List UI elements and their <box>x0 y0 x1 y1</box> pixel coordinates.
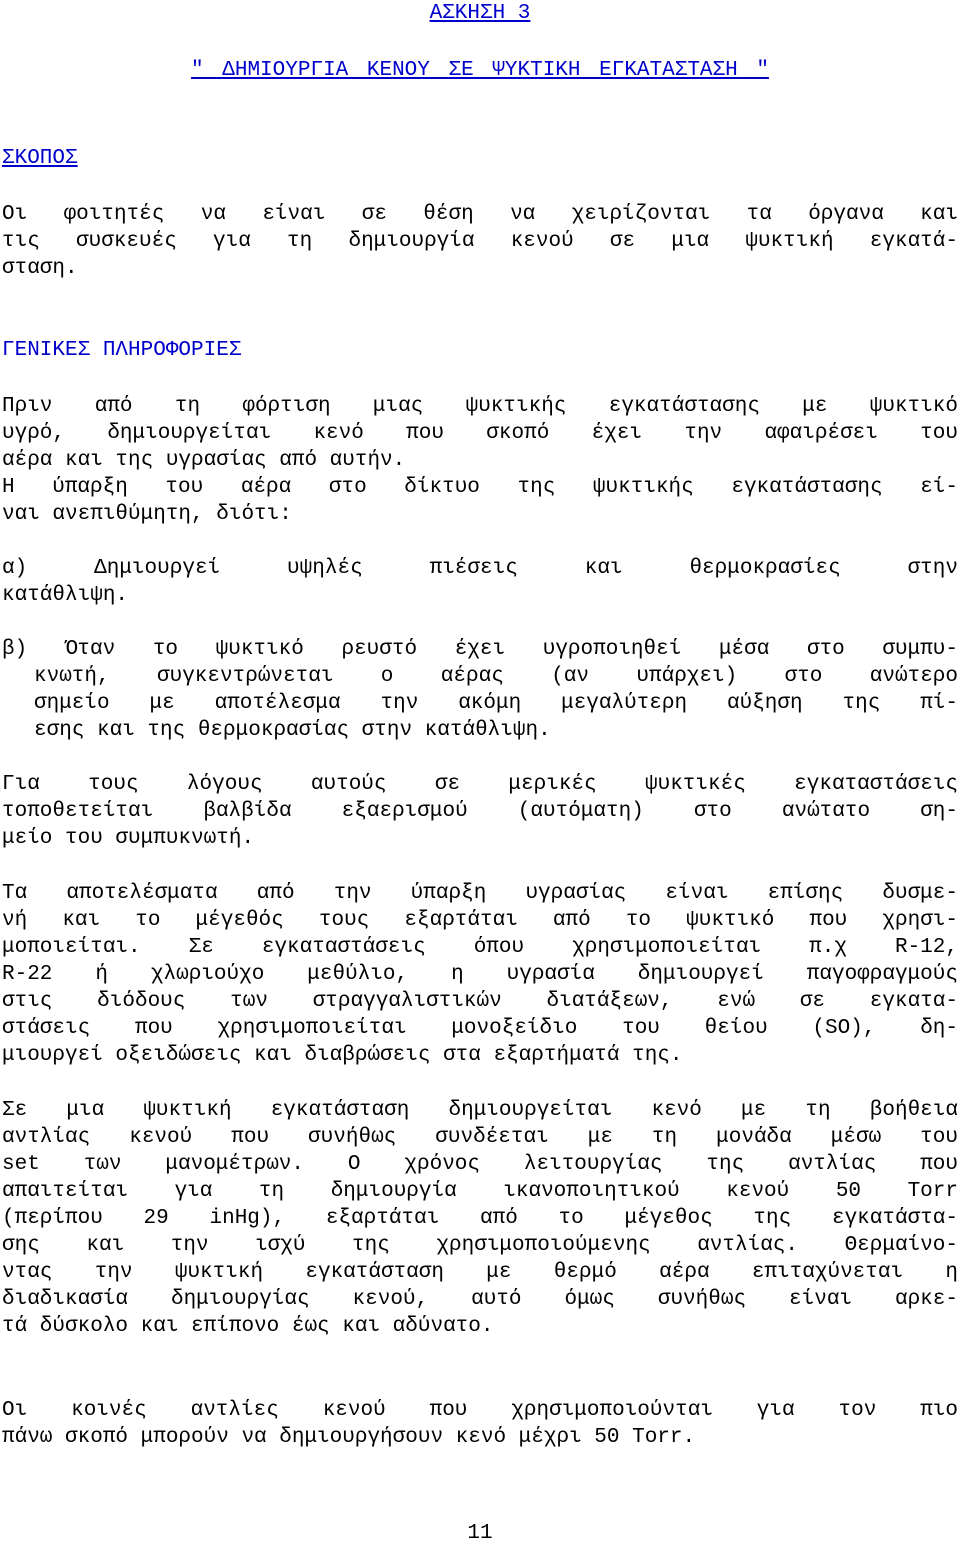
exercise-subtitle: " ΔΗΜΙΟΥΡΓΙΑ ΚΕΝΟΥ ΣΕ ΨΥΚΤΙΚΗ ΕΓΚΑΤΑΣΤΑΣΗ " <box>191 59 769 82</box>
item-a-line: α) Δημιουργεί υψηλές πιέσεις και θερμοκρασίες στην <box>2 557 958 580</box>
pump-paragraph-line: set των μανομέτρων. Ο χρόνος λειτουργίας της αντλίας που <box>2 1153 958 1176</box>
item-b-line: κνωτή, συγκεντρώνεται ο αέρας (αν υπάρχει) στο ανώτερο <box>34 665 958 688</box>
purpose-line: σταση. <box>2 257 78 280</box>
section-heading-general-info: ΓΕΝΙΚΕΣ ΠΛΗΡΟΦΟΡΙΕΣ <box>2 339 242 362</box>
section-heading-purpose: ΣΚΟΠΟΣ <box>2 147 78 170</box>
pump-paragraph-line: Σε μια ψυκτική εγκατάσταση δημιουργείται κενό με τη βοήθεια <box>2 1099 958 1122</box>
pump-paragraph-line: σης και την ισχύ της χρησιμοποιούμενης αντλίας. Θερμαίνο- <box>2 1234 958 1257</box>
moisture-paragraph-line: μοποιείται. Σε εγκαταστάσεις όπου χρησιμοποιείται π.χ R-12, <box>2 936 958 959</box>
item-b-line: σημείο με αποτέλεσμα την ακόμη μεγαλύτερη αύξηση της πί- <box>34 692 958 715</box>
pump-paragraph-line: απαιτείται για τη δημιουργία ικανοποιητικού κενού 50 Torr <box>2 1180 958 1203</box>
intro-line: υγρό, δημιουργείται κενό που σκοπό έχει την αφαιρέσει του <box>2 422 958 445</box>
exercise-title: ΑΣΚΗΣΗ 3 <box>429 2 531 25</box>
valve-paragraph-line: τοποθετείται βαλβίδα εξαερισμού (αυτόματη) στο ανώτατο ση- <box>2 800 958 823</box>
pump-paragraph-line: αντλίας κενού που συνήθως συνδέεται με τη μονάδα μέσω του <box>2 1126 958 1149</box>
common-pumps-line: Οι κοινές αντλίες κενού που χρησιμοποιούνται για τον πιο <box>2 1399 958 1422</box>
page-number: 11 <box>467 1522 493 1545</box>
item-a-line: κατάθλιψη. <box>2 584 129 607</box>
pump-paragraph-line: (περίπου 29 inHg), εξαρτάται από το μέγεθος της εγκατάστα- <box>2 1207 958 1230</box>
common-pumps-line: πάνω σκοπό μπορούν να δημιουργήσουν κενό μέχρι 50 Torr. <box>2 1426 696 1449</box>
valve-paragraph-line: Για τους λόγους αυτούς σε μερικές ψυκτικές εγκαταστάσεις <box>2 773 958 796</box>
intro-line: Η ύπαρξη του αέρα στο δίκτυο της ψυκτικής εγκατάστασης εί- <box>2 476 958 499</box>
moisture-paragraph-line: Τα αποτελέσματα από την ύπαρξη υγρασίας είναι επίσης δυσμε- <box>2 882 958 905</box>
purpose-line: τις συσκευές για τη δημιουργία κενού σε μια ψυκτική εγκατά- <box>2 230 958 253</box>
moisture-paragraph-line: R-22 ή χλωριούχο μεθύλιο, η υγρασία δημιουργεί παγοφραγμούς <box>2 963 958 986</box>
moisture-paragraph-line: στάσεις που χρησιμοποιείται μονοξείδιο του θείου (SO), δη- <box>2 1017 958 1040</box>
pump-paragraph-line: τά δύσκολο και επίπονο έως και αδύνατο. <box>2 1315 494 1338</box>
valve-paragraph-line: μείο του συμπυκνωτή. <box>2 827 255 850</box>
item-b-line: β) Όταν το ψυκτικό ρευστό έχει υγροποιηθεί μέσα στο συμπυ- <box>2 638 958 661</box>
pump-paragraph-line: ντας την ψυκτική εγκατάσταση με θερμό αέρα επιταχύνεται η <box>2 1261 958 1284</box>
moisture-paragraph-line: στις διόδους των στραγγαλιστικών διατάξεων, ενώ σε εγκατα- <box>2 990 958 1013</box>
intro-line: Πριν από τη φόρτιση μιας ψυκτικής εγκατάστασης με ψυκτικό <box>2 395 958 418</box>
item-b-line: εσης και της θερμοκρασίας στην κατάθλιψη. <box>34 719 551 742</box>
intro-line: ναι ανεπιθύμητη, διότι: <box>2 503 292 526</box>
intro-line: αέρα και της υγρασίας από αυτήν. <box>2 449 406 472</box>
moisture-paragraph-line: μιουργεί οξειδώσεις και διαβρώσεις στα εξαρτήματά της. <box>2 1044 683 1067</box>
purpose-line: Οι φοιτητές να είναι σε θέση να χειρίζονται τα όργανα και <box>2 203 958 226</box>
pump-paragraph-line: διαδικασία δημιουργίας κενού, αυτό όμως συνήθως είναι αρκε- <box>2 1288 958 1311</box>
moisture-paragraph-line: νή και το μέγεθός τους εξαρτάται από το ψυκτικό που χρησι- <box>2 909 958 932</box>
